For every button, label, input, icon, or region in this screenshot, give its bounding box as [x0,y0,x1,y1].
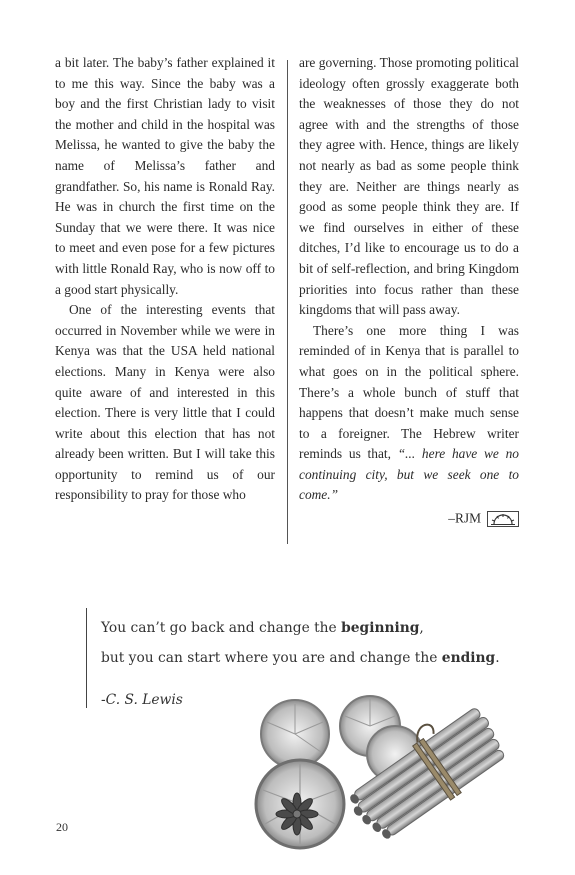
right-paragraph-2 [299,321,519,506]
signature: –RJM [448,510,481,526]
page-number: 20 [56,820,68,834]
left-column [55,53,275,506]
right-paragraph-2-text: There’s one more thing I was reminded of in Kenya that is parallel to what goes on in the political sphere. There’s a whole bunch of stuff that happens that doesn’t make much sense to a foreigner. The Hebrew writer reminds us that, [299,322,519,462]
hebrew-quote: “... here have we no continuing city, but we seek one to come.” [299,446,519,503]
right-paragraph-1: are governing. Those promoting political ideology often grossly exaggerate both the weaknesses of those they do not agree with and the strengths of those they agree with. Hence, things are likely not nearly as bad as some people think they are. Neither are things nearly as good as some people think they are. If we find ourselves in either of these ditches, I’d like to encourage us to do a bit of self-reflection, and bring Kingdom priorities into focus rather than these kingdoms that will pass away. [299,55,519,318]
quote-line-1 [101,620,424,636]
quote-line-2 [101,650,500,666]
quote-line-2-text: but you can start where you are and change the [101,650,442,666]
sunrise-logo-icon [487,511,519,527]
signature-row [299,508,519,529]
right-column [299,53,519,529]
quote-bar [86,608,87,708]
left-paragraph-1: a bit later. The baby’s father explained it to me this way. Since the baby was a boy and the first Christian lady to visit the mother and child in the hospital was Melissa, he wanted to give the baby the name of Melissa’s father and grandfather. So, his name is Ronald Ray. He was in church the first time on the Sunday that we were there. It was nice to meet and even pose for a few pictures with little Ronald Ray, who is now off to a good start physically. [55,55,275,297]
quote-word-beginning: beginning [341,620,420,636]
quote-author: -C. S. Lewis [101,692,183,708]
cinnamon-orange-anise-image [245,694,535,859]
quote-line-2-punct: . [495,650,500,666]
quote-word-ending: ending [441,650,496,666]
quote-line-1-text: You can’t go back and change the [101,620,342,636]
quote-line-1-punct: , [419,620,424,636]
left-paragraph-2: One of the interesting events that occurred in November while we were in Kenya was that the USA held national elections. Many in Kenya were also quite aware of and interested in this election. There is very little that I could write about this election that has not already been written. But I will take this opportunity to remind us of our responsibility to pray for those who [55,302,275,503]
column-divider [287,60,288,544]
